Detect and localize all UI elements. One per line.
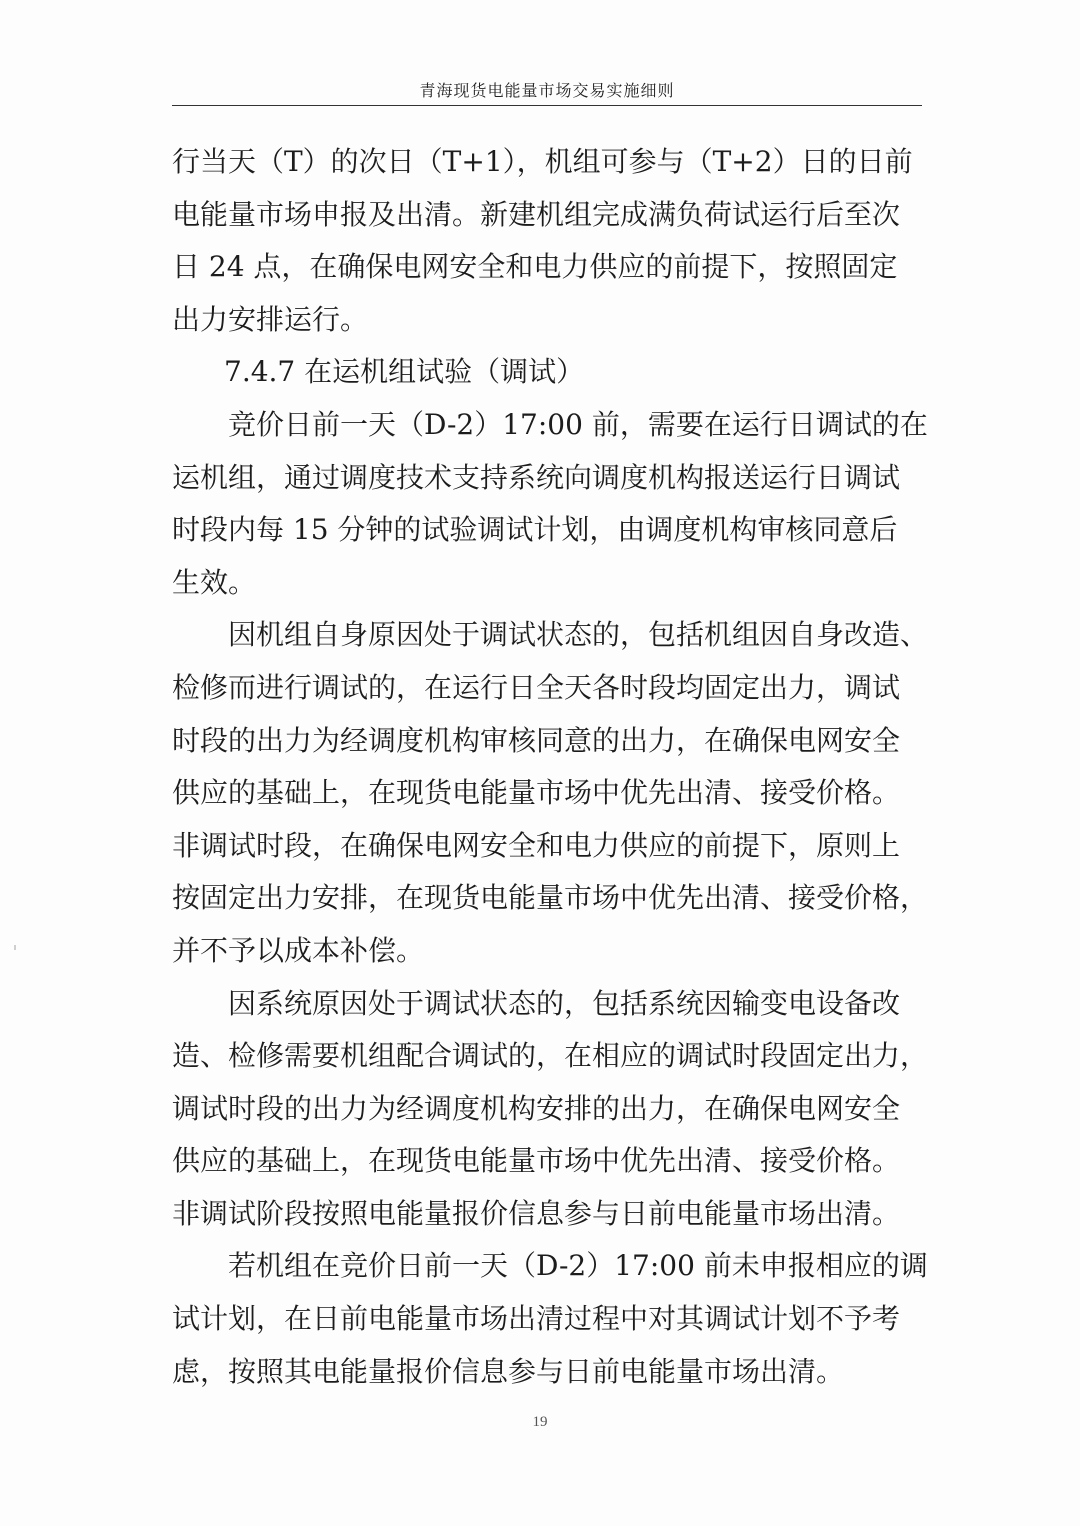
text-line: 竞价日前一天（D-2）17:00 前，需要在运行日调试的在	[228, 407, 928, 441]
text-line: 时段的出力为经调度机构审核同意的出力，在确保电网安全	[172, 723, 901, 757]
text-line: 运机组，通过调度技术支持系统向调度机构报送运行日调试	[172, 460, 901, 494]
text-line: 因系统原因处于调试状态的，包括系统因输变电设备改	[228, 986, 901, 1020]
text-line: 供应的基础上，在现货电能量市场中优先出清、接受价格。	[172, 776, 901, 810]
text-line: 检修而进行调试的，在运行日全天各时段均固定出力，调试	[172, 670, 901, 704]
text-line: 电能量市场申报及出清。新建机组完成满负荷试运行后至次	[172, 197, 901, 231]
text-line: 行当天（T）的次日（T+1），机组可参与（T+2）日的日前	[172, 145, 913, 178]
text-line: 供应的基础上，在现货电能量市场中优先出清、接受价格。	[172, 1144, 901, 1178]
text-line: 因机组自身原因处于调试状态的，包括机组因自身改造、	[228, 618, 929, 652]
text-line: 生效。	[172, 565, 257, 599]
text-line: 出力安排运行。	[172, 302, 369, 336]
text-line: 非调试时段，在确保电网安全和电力供应的前提下，原则上	[172, 828, 901, 862]
text-line: 虑，按照其电能量报价信息参与日前电能量市场出清。	[172, 1354, 845, 1388]
section-heading: 7.4.7 在运机组试验（调试）	[224, 355, 585, 389]
text-line: 日 24 点，在确保电网安全和电力供应的前提下，按照固定	[172, 250, 898, 284]
text-line: 调试时段的出力为经调度机构安排的出力，在确保电网安全	[172, 1091, 901, 1125]
text-line: 若机组在竞价日前一天（D-2）17:00 前未申报相应的调	[228, 1249, 928, 1283]
text-line: 非调试阶段按照电能量报价信息参与日前电能量市场出清。	[172, 1196, 901, 1230]
text-line: 按固定出力安排，在现货电能量市场中优先出清、接受价格，	[172, 881, 929, 915]
running-header: 青海现货电能量市场交易实施细则	[419, 81, 675, 100]
page-number: 19	[532, 1414, 548, 1430]
text-line: 试计划，在日前电能量市场出清过程中对其调试计划不予考	[172, 1302, 901, 1336]
text-line: 并不予以成本补偿。	[172, 933, 425, 967]
header-rule	[172, 105, 922, 106]
text-line: 时段内每 15 分钟的试验调试计划，由调度机构审核同意后	[172, 513, 898, 547]
scan-mark	[14, 945, 16, 950]
text-line: 造、检修需要机组配合调试的，在相应的调试时段固定出力，	[172, 1039, 929, 1073]
body-text	[172, 136, 932, 1398]
